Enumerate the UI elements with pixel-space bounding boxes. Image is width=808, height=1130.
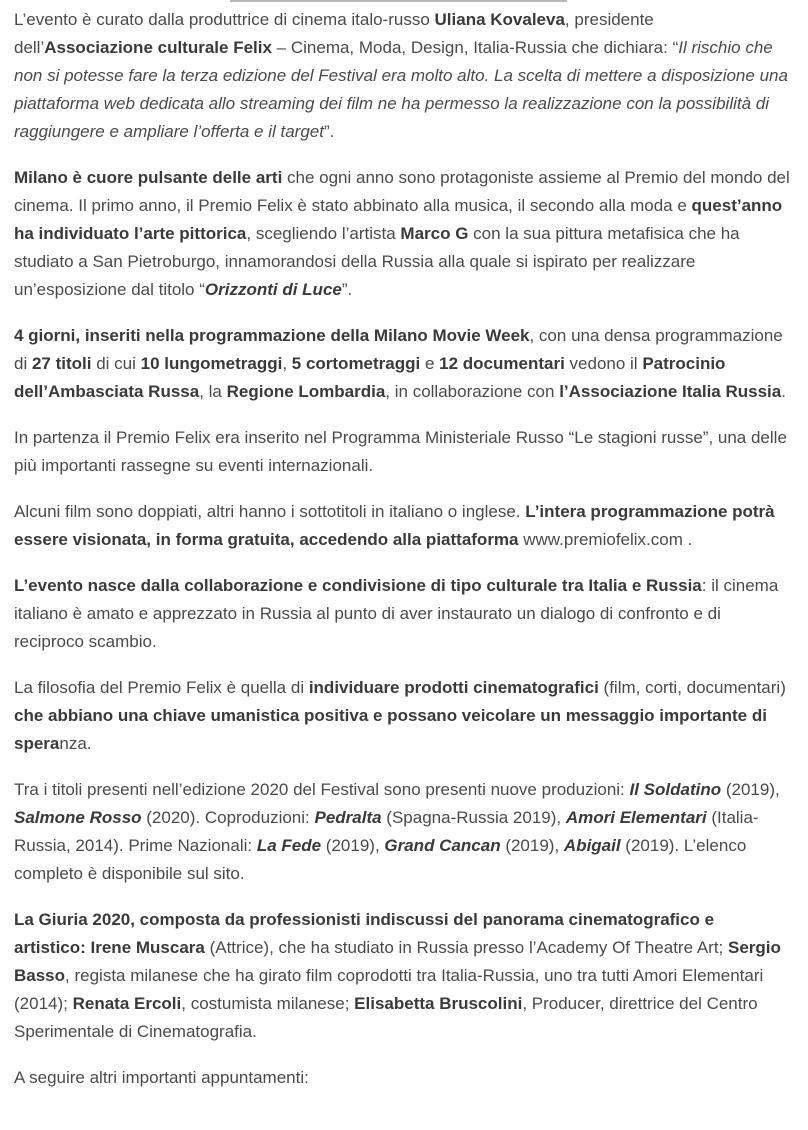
film-title: La Fede: [256, 836, 322, 855]
association-name: Associazione culturale Felix: [44, 38, 272, 57]
paragraph-curator: L’evento è curato dalla produttrice di cinema italo-russo Uliana Kovaleva, presidente dell’Associazione culturale Felix – Cinema, Moda, Design, Italia-Russia che dichiara: “Il rischio che non si potesse fare la terza edizione del Festival era molto alto. La scelta di mettere a disposizione una piattaforma web dedicata allo streaming dei film ne ha permesso la realizzazione con la possibilità di raggiungere e ampliare l’offerta e il target”.: [14, 10, 788, 141]
artist-name: Marco G: [400, 224, 469, 243]
film-title: Grand Cancan: [384, 836, 501, 855]
paragraph-milano: Milano è cuore pulsante delle arti che ogni anno sono protagoniste assieme al Premio del mondo del cinema. Il primo anno, il Premio Felix è stato abbinato alla musica, il secondo alla moda e quest’anno ha individuato l’arte pittorica, scegliendo l’artista Marco G con la sua pittura metafisica che ha studiato a San Pietroburgo, innamorandosi della Russia alla quale si ispirato per realizzare un’esposizione dal titolo “Orizzonti di Luce”.: [14, 168, 790, 299]
curator-name: Uliana Kovaleva: [434, 10, 565, 29]
curator-quote: Il rischio che non si potesse fare la terza edizione del Festival era molto alto. La scelta di mettere a disposizione una piattaforma web dedicata allo streaming dei film ne ha permesso la realizzazione con la possibilità di raggiungere e ampliare l’offerta e il target: [14, 38, 788, 141]
film-title: Pedralta: [314, 808, 382, 827]
paragraph-titles: Tra i titoli presenti nell’edizione 2020 del Festival sono presenti nuove produzioni: Il Soldatino (2019), Salmone Rosso (2020). Coproduzioni: Pedralta (Spagna-Russia 2019), Amori Elementari (Italia-Russia, 2014). Prime Nazionali: La Fede (2019), Grand Cancan (2019), Abigail (2019). L’elenco completo è disponibile sul sito.: [14, 780, 780, 883]
paragraph-followup: A seguire altri importanti appuntamenti:: [14, 1068, 309, 1087]
jury-member: Elisabetta Bruscolini: [354, 994, 523, 1013]
exhibition-title: Orizzonti di Luce: [204, 280, 342, 299]
paragraph-philosophy: La filosofia del Premio Felix è quella di individuare prodotti cinematografici (film, corti, documentari) che abbiano una chiave umanistica positiva e possano veicolare un messaggio importante di speranza.: [14, 678, 786, 753]
top-divider: [230, 0, 567, 2]
film-title: Il Soldatino: [629, 780, 722, 799]
film-title: Amori Elementari: [565, 808, 707, 827]
jury-member: Sergio Basso: [14, 938, 781, 985]
film-title: Abigail: [563, 836, 621, 855]
jury-member: Renata Ercoli: [72, 994, 182, 1013]
film-title: Salmone Rosso: [14, 808, 142, 827]
paragraph-jury: La Giuria 2020, composta da professionisti indiscussi del panorama cinematografico e artistico: Irene Muscara (Attrice), che ha studiato in Russia presso l’Academy Of Theatre Art; Sergio Basso, regista milanese che ha girato film coprodotti tra Italia-Russia, uno tra tutti Amori Elementari (2014); Renata Ercoli, costumista milanese; Elisabetta Bruscolini, Producer, direttrice del Centro Sperimentale di Cinematografia.: [14, 910, 781, 1041]
paragraph-access: Alcuni film sono doppiati, altri hanno i sottotitoli in italiano o inglese. L’intera programmazione potrà essere visionata, in forma gratuita, accedendo alla piattaforma www.premiofelix.com .: [14, 502, 775, 549]
paragraph-program: 4 giorni, inseriti nella programmazione della Milano Movie Week, con una densa programmazione di 27 titoli di cui 10 lungometraggi, 5 cortometraggi e 12 documentari vedono il Patrocinio dell’Ambasciata Russa, la Regione Lombardia, in collaborazione con l’Associazione Italia Russia.: [14, 326, 786, 401]
article-body: [14, 6, 790, 1110]
website-link[interactable]: www.premiofelix.com: [523, 530, 683, 549]
paragraph-collaboration: L’evento nasce dalla collaborazione e condivisione di tipo culturale tra Italia e Russia: il cinema italiano è amato e apprezzato in Russia al punto di aver instaurato un dialogo di confronto e di reciproco scambio.: [14, 576, 779, 651]
paragraph-origin: In partenza il Premio Felix era inserito nel Programma Ministeriale Russo “Le stagioni russe”, una delle più importanti rassegne su eventi internazionali.: [14, 428, 787, 475]
